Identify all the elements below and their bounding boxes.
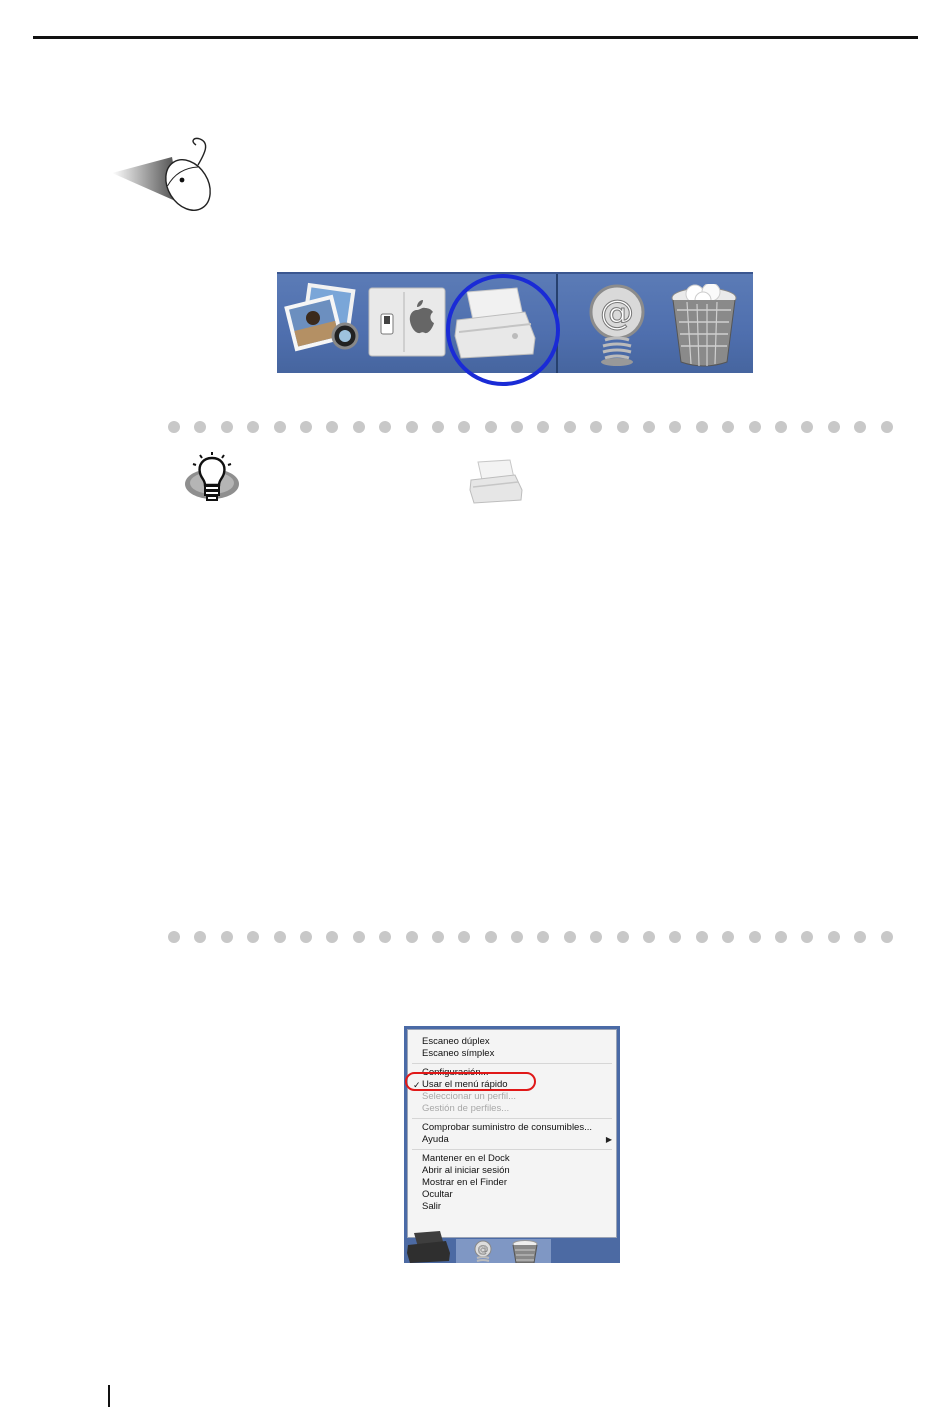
dotted-separator-bottom: [168, 931, 908, 945]
dock-screenshot: [277, 272, 753, 373]
menu-item-show-in-finder[interactable]: Mostrar en el Finder: [422, 1177, 508, 1188]
highlight-ring: [405, 1072, 536, 1091]
scanner-icon: [468, 458, 524, 504]
menu-item-manage-profiles: Gestión de perfiles...: [422, 1103, 510, 1114]
menu-item-duplex-scan[interactable]: Escaneo dúplex: [422, 1036, 490, 1047]
menu-item-settings[interactable]: Configuración...: [422, 1067, 489, 1078]
dotted-separator-top: [168, 421, 908, 435]
menu-item-check-consumables[interactable]: Comprobar suministro de consumibles...: [422, 1122, 593, 1133]
svg-text:@: @: [600, 293, 634, 333]
context-menu-screenshot: [404, 1026, 620, 1263]
menu-separator: [412, 1063, 612, 1064]
svg-text:@: @: [477, 1243, 489, 1256]
menu-item-keep-in-dock[interactable]: Mantener en el Dock: [422, 1153, 510, 1164]
menu-item-select-profile: Seleccionar un perfil...: [422, 1091, 516, 1102]
top-rule: [33, 36, 918, 39]
system-preferences-icon[interactable]: [367, 286, 447, 358]
menu-item-help[interactable]: Ayuda: [422, 1134, 449, 1145]
mail-at-icon[interactable]: [468, 1240, 498, 1263]
scanner-dock-icon[interactable]: [406, 1225, 452, 1263]
trash-icon[interactable]: [510, 1240, 540, 1263]
mouse-icon: [110, 135, 225, 215]
menu-item-simplex-scan[interactable]: Escaneo símplex: [422, 1048, 495, 1059]
photo-viewer-icon[interactable]: [283, 282, 363, 364]
menu-item-quit[interactable]: Salir: [422, 1201, 442, 1212]
mail-at-icon[interactable]: [583, 282, 653, 366]
checkmark-icon: ✓: [413, 1080, 421, 1090]
menu-item-hide[interactable]: Ocultar: [422, 1189, 453, 1200]
menu-item-open-at-login[interactable]: Abrir al iniciar sesión: [422, 1165, 510, 1176]
trash-icon[interactable]: [667, 284, 741, 368]
submenu-arrow-icon: ▶: [605, 1135, 612, 1144]
lightbulb-hint-icon: [183, 452, 241, 504]
context-menu: [407, 1029, 617, 1238]
page-margin-bar: [108, 1385, 110, 1407]
menu-separator: [412, 1149, 612, 1150]
highlight-circle: [443, 272, 563, 386]
menu-item-quick-menu[interactable]: Usar el menú rápido: [422, 1079, 508, 1090]
menu-separator: [412, 1118, 612, 1119]
